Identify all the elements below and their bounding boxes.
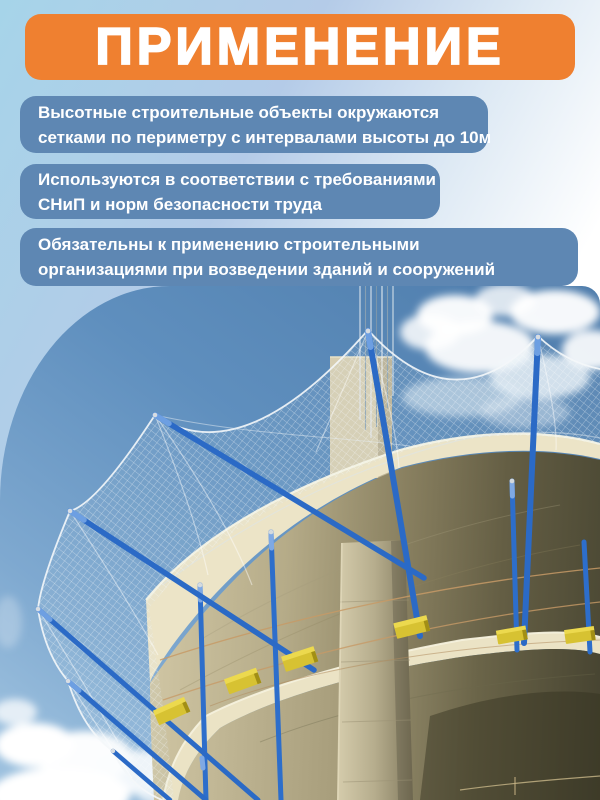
bullet-3-line-1: Обязательны к применению строительными	[38, 235, 420, 254]
concrete-column	[337, 540, 413, 800]
bullet-box-2	[20, 164, 440, 219]
title-banner	[25, 14, 575, 80]
page-title: ПРИМЕНЕНИЕ	[95, 18, 505, 76]
construction-photo	[0, 286, 600, 800]
bullet-2-line-2: СНиП и норм безопасности труда	[38, 194, 322, 214]
construction-photo-illustration	[0, 286, 600, 800]
bullet-1-line-1: Высотные строительные объекты окружаются	[38, 102, 440, 122]
bullet-box-3	[20, 228, 578, 286]
bullet-1-line-2: сетками по периметру с интервалами высоты до 10м	[38, 127, 492, 147]
bullet-box-1	[20, 96, 492, 153]
bullet-3-line-2: организациями при возведении зданий и сооружений	[38, 260, 496, 279]
bullet-2-line-1: Используются в соответствии с требованиями	[38, 169, 436, 189]
